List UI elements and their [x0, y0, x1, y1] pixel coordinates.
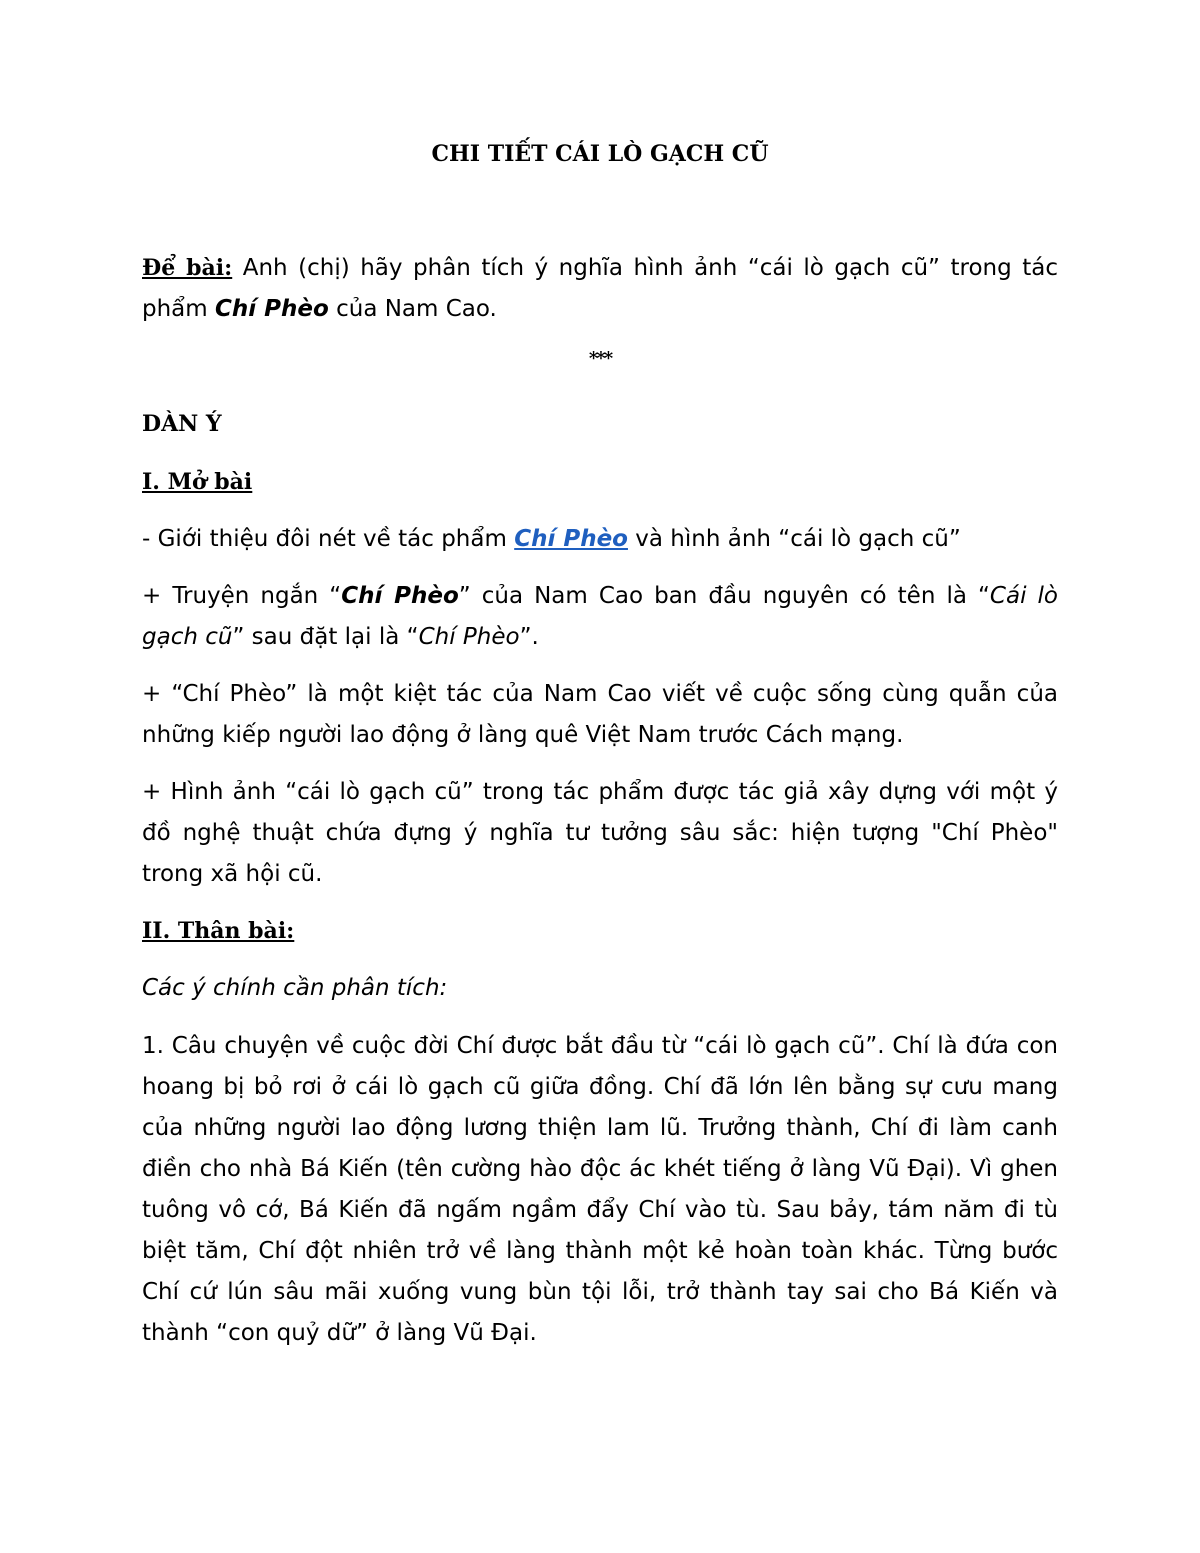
- point-text: ” sau đặt lại là “: [232, 624, 419, 650]
- outline-heading: DÀN Ý: [142, 411, 222, 437]
- point-original-title: [142, 576, 1058, 658]
- point-image-meaning: + Hình ảnh “cái lò gạch cũ” trong tác phẩm được tác giả xây dựng với một ý đồ nghệ thuật chứa đựng ý nghĩa tư tưởng sâu sắc: hiện tượng "Chí Phèo" trong xã hội cũ.: [142, 779, 1058, 887]
- intro-paragraph: [142, 519, 1058, 560]
- section-separator: ***: [588, 348, 612, 369]
- section-2-heading: II. Thân bài:: [142, 918, 295, 944]
- work-title: Chí Phèo: [341, 583, 459, 609]
- prompt-label: Để bài:: [142, 255, 233, 281]
- intro-text: - Giới thiệu đôi nét về tác phẩm: [142, 526, 515, 552]
- intro-text-end: và hình ảnh “cái lò gạch cũ”: [627, 526, 961, 552]
- point-masterpiece: + “Chí Phèo” là một kiệt tác của Nam Cao viết về cuộc sống cùng quẫn của những kiếp người lao động ở làng quê Việt Nam trước Cách mạng.: [142, 681, 1058, 748]
- new-title: Chí Phèo: [418, 624, 520, 650]
- section-1-heading: I. Mở bài: [142, 469, 253, 495]
- assignment-prompt: [142, 248, 1058, 330]
- prompt-work-title: Chí Phèo: [215, 296, 329, 322]
- original-title: Cái lò gạch cũ: [142, 583, 1058, 650]
- document-title: CHI TIẾT CÁI LÒ GẠCH CŨ: [431, 141, 769, 167]
- prompt-text: Anh (chị) hãy phân tích ý nghĩa hình ảnh “cái lò gạch cũ” trong tác phẩm: [142, 255, 1058, 322]
- point-text: ”.: [519, 624, 539, 650]
- analysis-point-1: 1. Câu chuyện về cuộc đời Chí được bắt đầu từ “cái lò gạch cũ”. Chí là đứa con hoang bị bỏ rơi ở cái lò gạch cũ giữa đồng. Chí đã lớn lên bằng sự cưu mang của những người lao động lương thiện lam lũ. Trưởng thành, Chí đi làm canh điền cho nhà Bá Kiến (tên cường hào độc ác khét tiếng ở làng Vũ Đại). Vì ghen tuông vô cớ, Bá Kiến đã ngấm ngầm đẩy Chí vào tù. Sau bảy, tám năm đi tù biệt tăm, Chí đột nhiên trở về làng thành một kẻ hoàn toàn khác. Từng bước Chí cứ lún sâu mãi xuống vung bùn tội lỗi, trở thành tay sai cho Bá Kiến và thành “con quỷ dữ” ở làng Vũ Đại.: [142, 1033, 1058, 1346]
- chi-pheo-link[interactable]: Chí Phèo: [514, 526, 628, 552]
- prompt-text-end: của Nam Cao.: [328, 296, 497, 322]
- point-text: ” của Nam Cao ban đầu nguyên có tên là “: [458, 583, 990, 609]
- point-text: + Truyện ngắn “: [142, 583, 342, 609]
- section-2-subheading: Các ý chính cần phân tích:: [142, 975, 448, 1001]
